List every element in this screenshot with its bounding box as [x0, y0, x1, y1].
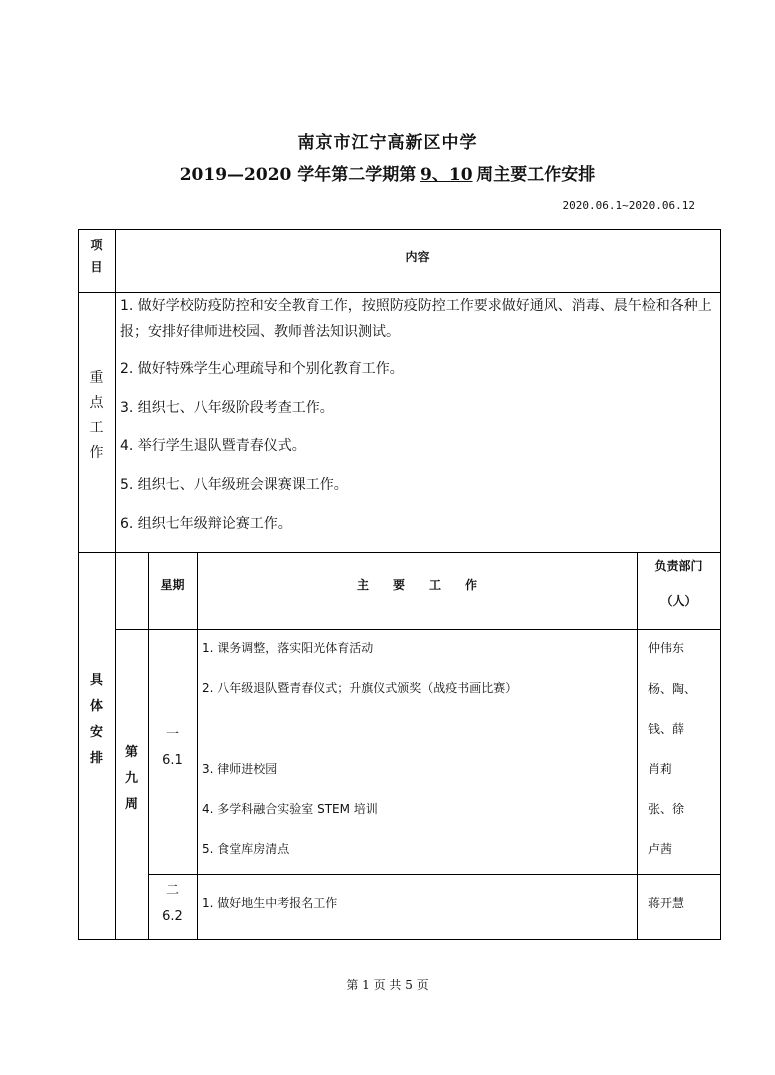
- schedule-label-char: 排: [89, 751, 103, 766]
- focus-item: 5. 组织七、八年级班会课赛课工作。: [120, 477, 348, 493]
- table-row-divider: [148, 874, 721, 875]
- responsible-person: 蒋开慧: [648, 896, 685, 910]
- focus-item: 1. 做好学校防疫防控和安全教育工作，按照防疫防控工作要求做好通风、消毒、晨午检和各种上报；安排好律师进校园、教师普法知识测试。: [120, 298, 712, 340]
- title-weeks: 9、10: [420, 165, 473, 185]
- focus-label-char: 工: [89, 420, 104, 436]
- title-prefix: 2019—2020 学年第二学期第: [179, 165, 417, 185]
- focus-label-char: 作: [89, 445, 104, 461]
- responsible-person: 张、徐: [648, 802, 685, 816]
- responsible-person: 仲伟东: [648, 641, 685, 655]
- focus-label-char: 点: [89, 395, 104, 411]
- schedule-label: [78, 668, 115, 772]
- document-title: [0, 160, 775, 185]
- schedule-item: 5. 食堂库房清点: [202, 842, 290, 856]
- week-label-char: 九: [124, 771, 138, 786]
- schedule-label-char: 安: [89, 725, 103, 740]
- dept-header-line: （人）: [660, 594, 697, 608]
- week-label: [115, 740, 148, 818]
- focus-label-char: 重: [89, 370, 104, 386]
- item-label-char: 项: [90, 238, 103, 252]
- table-col-divider: [197, 552, 198, 940]
- school-title: 南京市江宁高新区中学: [297, 133, 478, 153]
- date-range: 2020.06.1~2020.06.12: [562, 199, 695, 212]
- page-footer: 第 1 页 共 5 页: [346, 978, 429, 992]
- responsible-person: 杨、陶、: [648, 682, 697, 696]
- day-date: 6.2: [162, 909, 183, 924]
- column-header-item: [78, 234, 115, 278]
- day-cell: [148, 722, 197, 774]
- weekday-header: 星期: [160, 578, 185, 592]
- day-date: 6.1: [162, 753, 183, 768]
- week-label-char: 周: [124, 797, 138, 812]
- table-border-left: [78, 229, 79, 940]
- responsible-person: 肖莉: [648, 762, 673, 776]
- day-cell: [148, 878, 197, 930]
- schedule-item: 4. 多学科融合实验室 STEM 培训: [202, 802, 378, 816]
- table-col-divider: [115, 229, 116, 940]
- week-label-char: 第: [124, 745, 138, 760]
- responsible-person: 钱、薛: [648, 722, 685, 736]
- main-work-header: 主 要 工 作: [356, 578, 477, 592]
- focus-item: 3. 组织七、八年级阶段考查工作。: [120, 400, 334, 416]
- responsible-person: 卢茜: [648, 842, 673, 856]
- schedule-item: 1. 做好地生中考报名工作: [202, 896, 338, 910]
- weekday: 一: [165, 727, 179, 742]
- focus-work-label: [78, 366, 115, 466]
- table-col-divider: [637, 552, 638, 940]
- title-suffix: 周主要工作安排: [476, 165, 596, 185]
- schedule-label-char: 体: [89, 699, 103, 714]
- table-border-bottom: [78, 939, 721, 940]
- dept-header-line: 负责部门: [654, 559, 703, 573]
- focus-item: 4. 举行学生退队暨青春仪式。: [120, 438, 306, 454]
- item-label-char: 目: [90, 260, 103, 274]
- table-row-divider: [115, 629, 721, 630]
- focus-item: 6. 组织七年级辩论赛工作。: [120, 516, 292, 532]
- focus-item: 2. 做好特殊学生心理疏导和个别化教育工作。: [120, 361, 404, 377]
- schedule-item: 3. 律师进校园: [202, 762, 278, 776]
- table-border-top: [78, 229, 721, 230]
- column-header-content: 内容: [405, 250, 430, 264]
- dept-header: [637, 557, 720, 609]
- schedule-label-char: 具: [89, 673, 103, 688]
- table-row-divider: [78, 552, 721, 553]
- schedule-item: 1. 课务调整，落实阳光体育活动: [202, 641, 374, 655]
- table-border-right: [720, 229, 721, 940]
- schedule-item: 2. 八年级退队暨青春仪式；升旗仪式颁奖（战疫书画比赛）: [202, 681, 518, 695]
- weekday: 二: [165, 883, 179, 898]
